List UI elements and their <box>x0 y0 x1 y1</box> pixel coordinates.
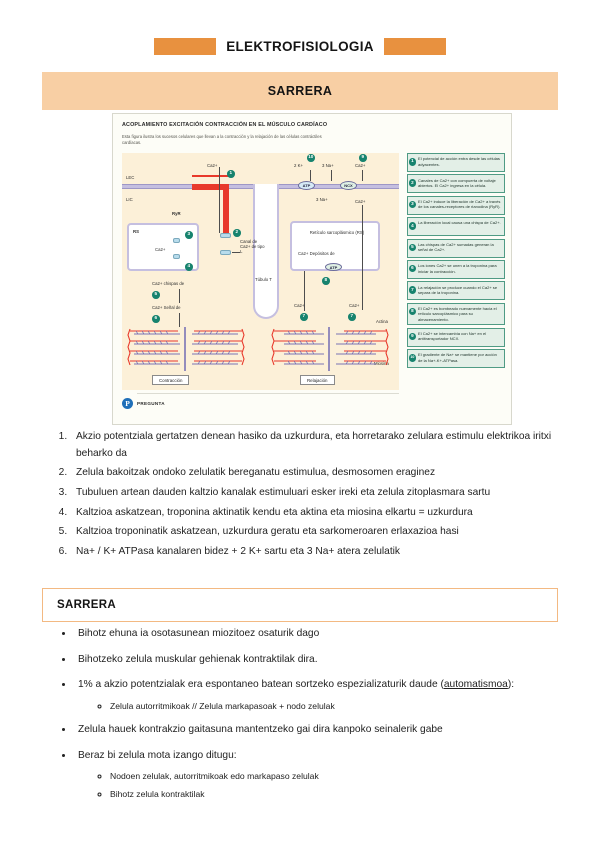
action-potential-descending <box>223 184 229 234</box>
diagram-badge-3: 3 <box>185 231 193 239</box>
label-actin: Actina <box>376 319 388 324</box>
cell-membrane-left <box>122 184 255 189</box>
step-item: 6. Na+ / K+ ATPasa kanalaren bidez + 2 K+ sartu eta 3 Na+ atera zelulatik <box>70 544 554 561</box>
annotation-text-3: El Ca2+ induce la liberación de Ca2+ a través de los canales-receptores de rianodina (RyR). <box>418 198 501 210</box>
sub-list-item: ◦ Zelula autorritmikoak // Zelula markapasoak + nodo zelulak <box>110 700 556 714</box>
annotation-step-6 <box>407 260 505 279</box>
label-ca-sr: Ca2+ <box>155 247 166 252</box>
annotation-badge-8: 8 <box>409 308 417 316</box>
diagram-badge-6: 6 <box>152 315 160 323</box>
connector-ca-ncx-out <box>362 170 363 181</box>
annotation-step-8 <box>407 303 505 326</box>
question-label: PREGUNTA <box>137 401 165 406</box>
sarrera-banner-label: SARRERA <box>267 84 333 98</box>
list-item <box>74 748 556 802</box>
list-item <box>74 626 556 643</box>
annotation-badge-9: 9 <box>409 333 417 341</box>
bullet-text-after: ): <box>507 679 515 691</box>
diagram-badge-4: 4 <box>185 263 193 271</box>
cell-membrane-right <box>277 184 399 189</box>
diagram-badge-9: 9 <box>359 154 367 162</box>
question-footer <box>122 398 165 409</box>
label-2k-in: 2 K+ <box>294 163 303 168</box>
steps-list <box>44 429 554 564</box>
atp-pump-serca: ATP <box>325 263 342 271</box>
list-item <box>74 722 556 739</box>
step-item: 4. Kaltzioa askatzean, troponina aktinatik kendu eta aktina eta miosina elkartu = uzkurdura <box>70 505 554 522</box>
sr-box-label-2: Ca2+ Depósitos de <box>298 251 335 256</box>
title-decor-bar-right <box>384 38 446 55</box>
diagram-badge-2: 2 <box>233 229 241 237</box>
label-ca-sparks: Ca2+ chispas de <box>152 281 185 286</box>
annotation-step-4 <box>407 217 505 236</box>
connector-sparks-signal <box>179 289 180 303</box>
sub-list <box>78 770 556 802</box>
annotation-text-6: Los iones Ca2+ se unen a la troponina para iniciar la contracción. <box>418 263 497 274</box>
diagram-badge-10: 10 <box>307 154 315 162</box>
diagram-badge-5: 5 <box>152 291 160 299</box>
sub-list-item: ◦ Nodoen zelulak, autorritmikoak edo markapaso zelulak <box>110 770 556 784</box>
title-decor-bar-left <box>154 38 216 55</box>
figure-excitation-contraction-coupling <box>112 113 512 425</box>
step-item: 3. Tubuluen artean dauden kaltzio kanalak estimuluari esker ireki eta zelula zitoplasmara sartu <box>70 485 554 502</box>
question-mark-icon: P <box>122 398 133 409</box>
bullet-text: Beraz bi zelula mota izango ditugu: <box>78 749 237 761</box>
connector-ca-extracellular <box>219 167 220 233</box>
label-3na-out: 3 Na+ <box>322 163 334 168</box>
label-ca-signal: Ca2+ Señal de <box>152 305 181 310</box>
annotation-badge-7: 7 <box>409 286 417 294</box>
ryr-channel-2 <box>173 254 180 259</box>
page-title: ELEKTROFISIOLOGIA <box>226 39 374 54</box>
label-ca-ncx-out: Ca2+ <box>355 163 366 168</box>
annotation-text-4: La liberación local causa una chispa de Ca2+. <box>418 220 501 226</box>
figure-title: ACOPLAMIENTO EXCITACIÓN CONTRACCIÓN EN EL MÚSCULO CARDÍACO <box>122 122 328 128</box>
figure-annotation-list <box>407 153 505 371</box>
label-myosin: Miosina <box>374 361 389 366</box>
label-box-contraction: Contracción <box>152 375 189 385</box>
ryr-channel-1 <box>173 238 180 243</box>
diagram-badge-7b: 7 <box>348 313 356 321</box>
connector-signal-sarcomere <box>179 313 180 327</box>
bullet-text: Bihotzeko zelula muskular gehienak kontraktilak dira. <box>78 653 318 665</box>
document-title-row <box>0 38 600 55</box>
annotation-text-10: El gradiente de Na+ se mantiene por acción de la Na+-K+-ATPasa. <box>418 352 497 363</box>
label-ca-relax-left: Ca2+ <box>294 303 305 308</box>
action-potential-arrow-shaft <box>192 175 230 177</box>
annotation-text-5: Las chispas de Ca2+ sumadas generan la señal de Ca2+. <box>418 241 494 253</box>
annotation-badge-4: 4 <box>409 222 417 230</box>
step-item: 5. Kaltzioa troponinatik askatzean, uzkurdura geratu eta sarkomeroaren erlaxazioa hasi <box>70 524 554 541</box>
figure-subtitle: Esta figura ilustra los sucesos celulares que llevan a la contracción y la relajación de las células contráctiles cardíacas. <box>122 134 322 146</box>
step-item: 1. Akzio potentziala gertatzen denean hasiko da uzkurdura, eta horretarako zelulara estimulu elektrikoa iritxi beharko da <box>70 429 554 462</box>
label-lec: LEC <box>126 175 135 180</box>
label-ca-ncx-in: Ca2+ <box>355 199 366 204</box>
annotation-text-9: El Ca2+ se intercambia con Na+ en el antitransportador NCX. <box>418 330 487 342</box>
label-rs: RS <box>133 229 139 234</box>
annotation-badge-3: 3 <box>409 201 417 209</box>
sarrera-banner <box>42 72 558 110</box>
figure-diagram-canvas <box>122 153 399 390</box>
annotation-step-10 <box>407 349 505 368</box>
list-item <box>74 652 556 669</box>
annotation-step-2 <box>407 174 505 193</box>
connector-ca-relax-left <box>304 271 305 311</box>
label-ryr: RyR <box>172 211 181 216</box>
annotation-text-2: Canales de Ca2+ con compuerta de voltaje abiertos. El Ca2+ ingresa en la célula. <box>418 177 496 188</box>
annotation-text-8: El Ca2+ es bombeado nuevamente hacia el retículo sarcoplásmico para su almacenamiento. <box>418 305 497 322</box>
sarcomere-relaxed <box>270 327 390 371</box>
annotation-text-7: La relajación se produce cuando el Ca2+ se separa de la troponina. <box>418 284 498 295</box>
annotation-badge-1: 1 <box>409 158 417 166</box>
bullet-text: Zelula hauek kontrakzio gaitasuna mantentzeko gai dira kanpoko seinalerik gabe <box>78 724 443 736</box>
l-type-calcium-channel-2 <box>220 250 231 255</box>
annotation-badge-5: 5 <box>409 244 417 252</box>
section-heading: SARRERA <box>57 599 116 611</box>
label-3na-in: 3 Na+ <box>316 197 328 202</box>
bullet-text: 1% a akzio potentzialak era espontaneo batean sortzeko espezializaturik daude ( <box>78 679 444 691</box>
annotation-badge-10: 10 <box>409 354 417 362</box>
annotation-step-7 <box>407 281 505 300</box>
label-l-type-channel: Canal de Ca2+ de tipo L <box>240 239 265 254</box>
connector-k-in <box>310 170 311 181</box>
diagram-badge-8: 8 <box>322 277 330 285</box>
annotation-step-3 <box>407 196 505 215</box>
bullet-text: Bihotz ehuna ia osotasunean miozitoez osaturik dago <box>78 628 320 639</box>
step-item: 2. Zelula bakoitzak ondoko zelulatik bereganatu estimulua, desmosomen eraginez <box>70 465 554 482</box>
sub-list-item: ◦ Bihotz zelula kontraktilak <box>110 788 556 802</box>
l-type-calcium-channel-1 <box>220 233 231 238</box>
sarcomere-contracted <box>126 327 246 371</box>
annotation-step-5 <box>407 239 505 258</box>
sub-list <box>78 700 556 714</box>
label-ca-extracellular: Ca2+ <box>207 163 218 168</box>
label-lic: LIC <box>126 197 133 202</box>
list-item <box>74 677 556 713</box>
connector-na-out <box>331 170 332 181</box>
section-header-sarrera <box>42 588 558 622</box>
annotation-text-1: El potencial de acción entra desde las células adyacentes. <box>418 156 500 167</box>
label-ca-relax-right: Ca2+ <box>349 303 360 308</box>
bullet-text-underlined: automatismoa <box>443 679 508 691</box>
ncx-exchanger: NCX <box>340 181 357 190</box>
annotation-step-9 <box>407 328 505 347</box>
annotation-badge-2: 2 <box>409 179 417 187</box>
sr-box-label: Retículo sarcoplásmico (RS) <box>309 230 365 235</box>
connector-ca-relax-right <box>362 205 363 310</box>
section-bullet-list <box>44 626 556 811</box>
annotation-badge-6: 6 <box>409 265 417 273</box>
label-box-relaxation: Relajación <box>300 375 335 385</box>
diagram-badge-7a: 7 <box>300 313 308 321</box>
na-k-atpase-pump: ATP <box>298 181 315 190</box>
annotation-step-1 <box>407 153 505 172</box>
label-t-tubule: Túbulo T <box>255 277 272 282</box>
question-divider <box>137 393 399 394</box>
diagram-badge-1: 1 <box>227 170 235 178</box>
connector-channel-label <box>232 252 240 253</box>
